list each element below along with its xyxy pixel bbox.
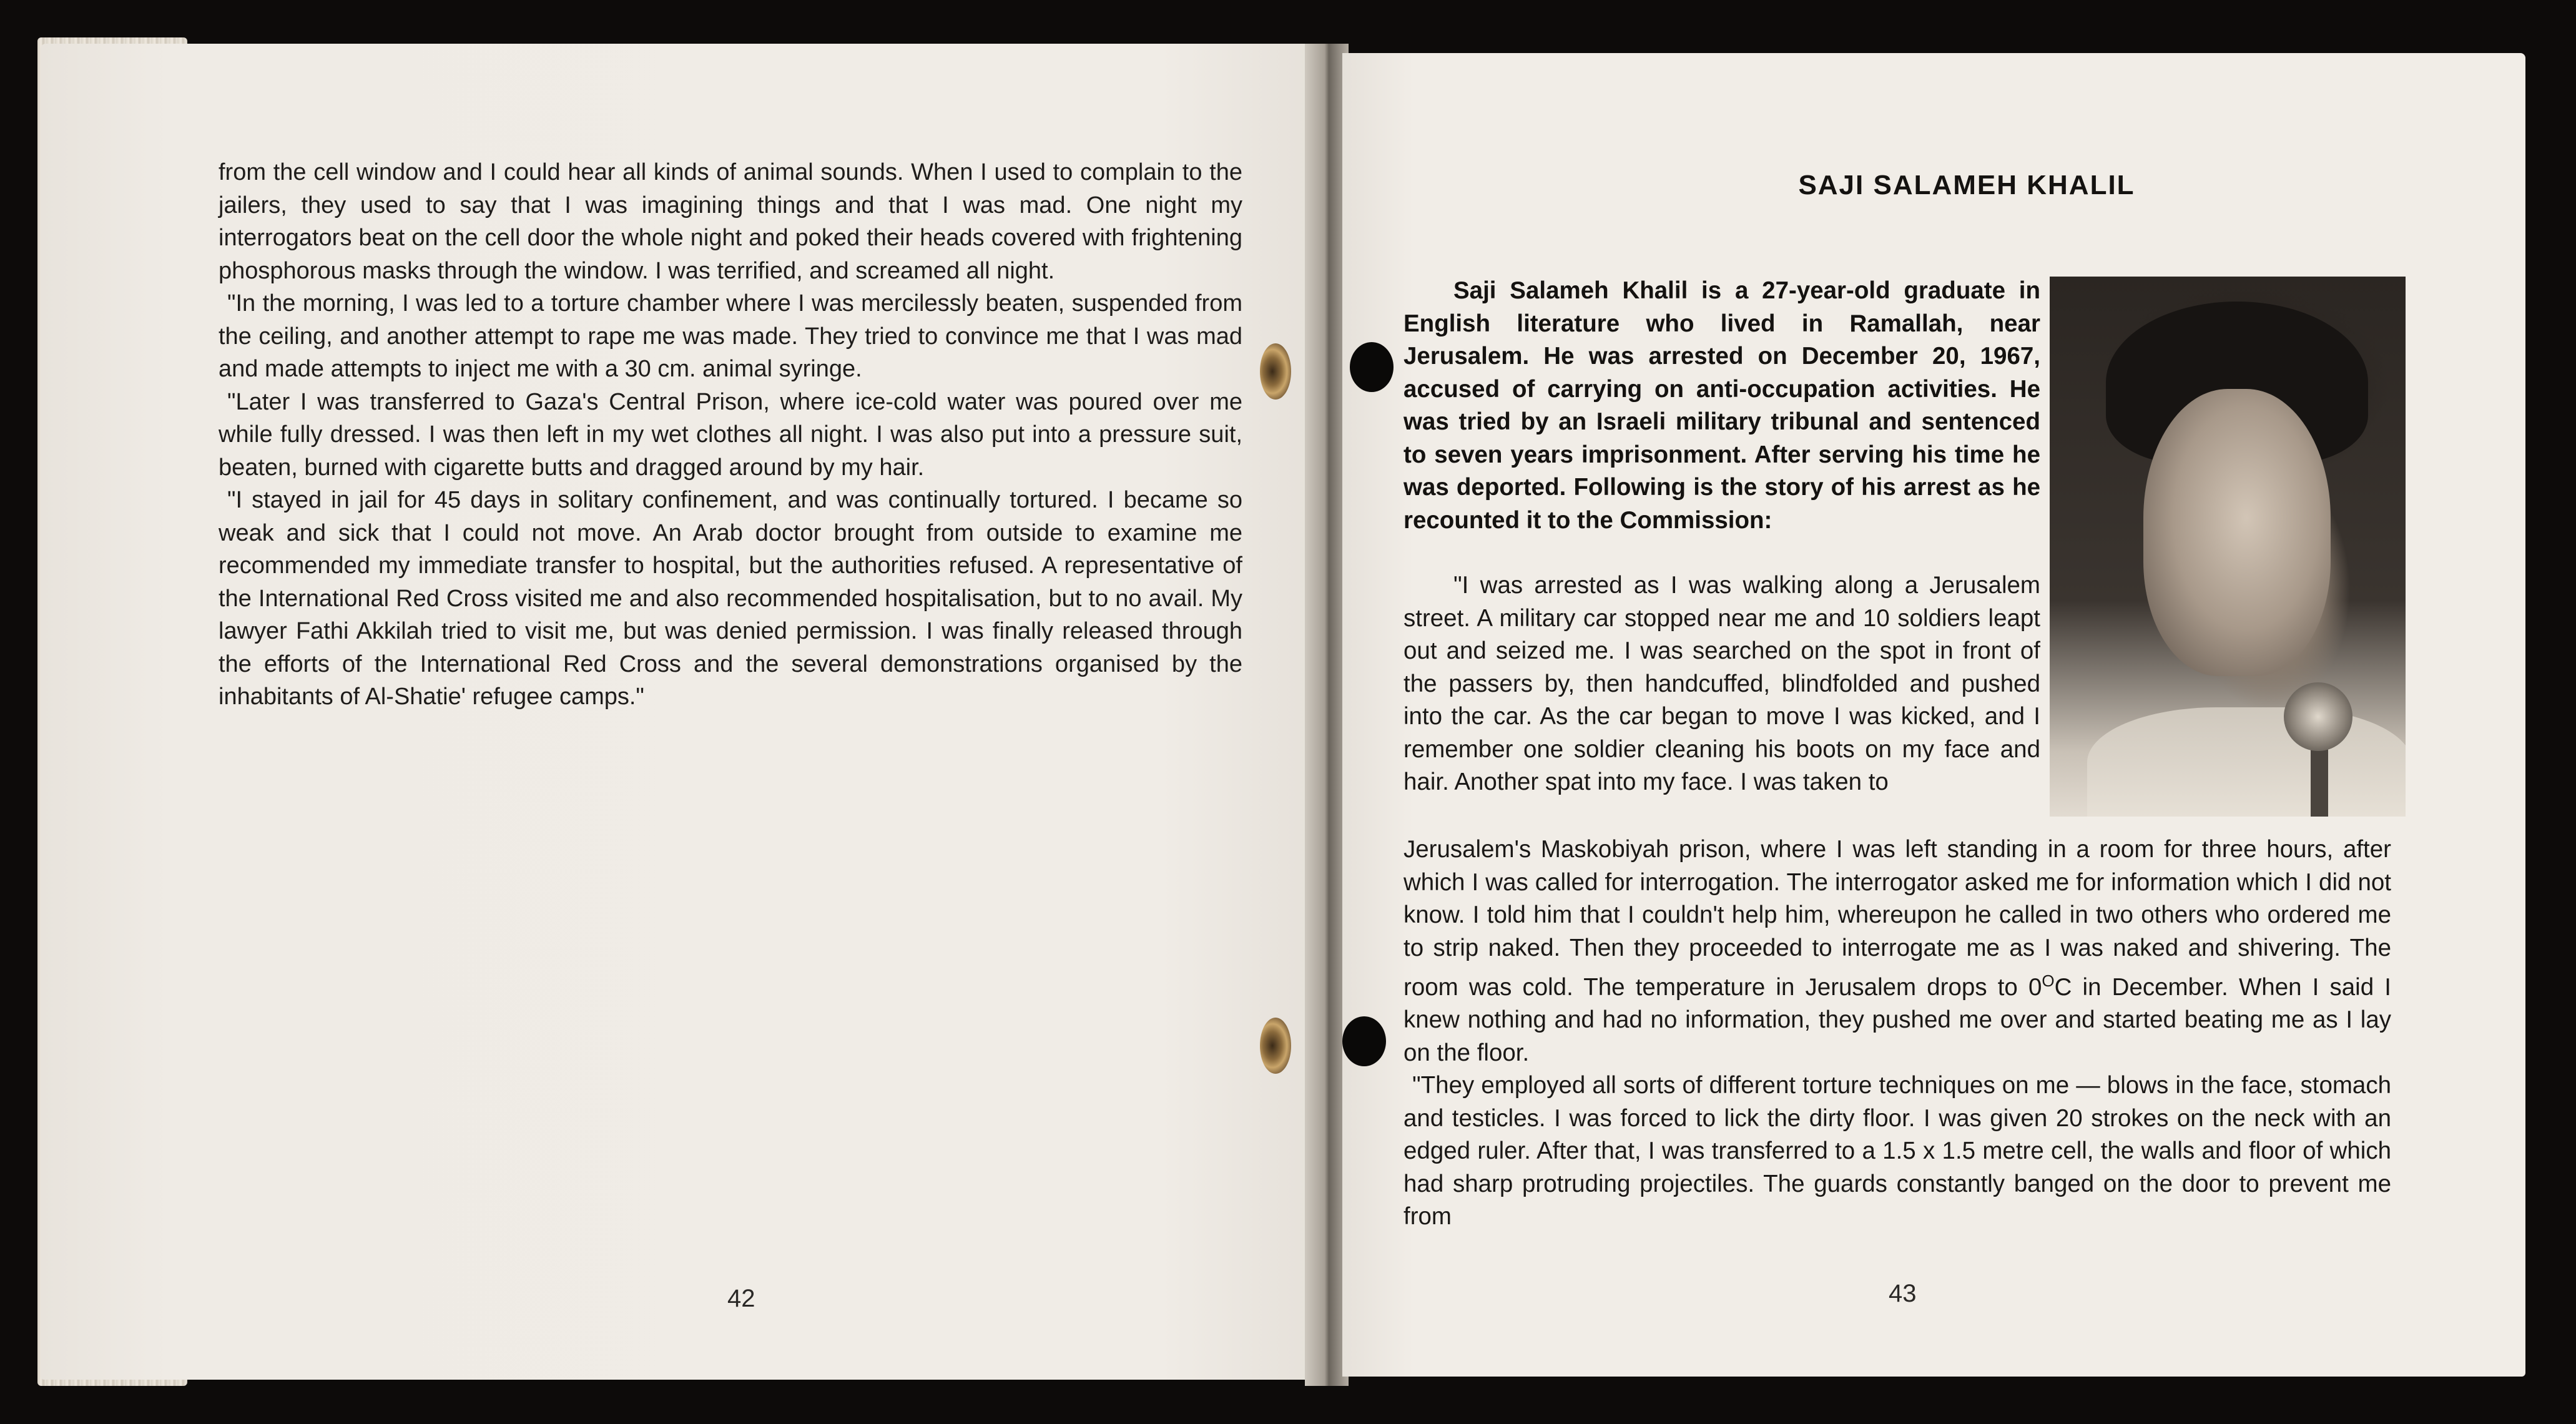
microphone-icon (2284, 682, 2352, 751)
left-page-body (219, 156, 1242, 714)
binding-ring (1260, 1018, 1291, 1074)
intro-paragraph (1404, 275, 2040, 537)
intro-text: Saji Salameh Khalil is a 27-year-old graduate in English literature who lived in Ramallah, near Jerusalem. He was arrested on December 20, 1967, accused of carrying on anti-occupation activities. He was tried by an Israeli military tribunal and sentenced to seven years imprisonment. After serving his time he was deported. Following is the story of his arrest as he recounted it to the Commission: (1404, 277, 2040, 534)
paragraph: "I was arrested as I was walking along a Jerusalem street. A military car stopped near me and 10 soldiers leapt out and seized me. I was searched on the spot in front of the passers by, then handcuffed, blindfolded and pushed into the car. As the car began to move I was kicked, and I remember one soldier cleaning his boots on my face and hair. Another spat into my face. I was taken to (1404, 572, 2040, 795)
text-segment: Jerusalem's Maskobiyah prison, where I was left standing in a room for three hours, after which I was called for interrogation. The interrogator asked me for information which I did not know. I told him that I couldn't help him, whereupon he called in two others who ordered me to strip naked. Then they proceeded to interrogate me as I was naked and shivering. The room was cold. The temperature in Jerusalem drops to 0 (1404, 836, 2391, 1001)
punch-hole (1350, 342, 1394, 392)
wide-paragraphs (1404, 833, 2391, 1234)
page-number-left: 42 (727, 1285, 755, 1312)
text-segment: C in December. When I said I knew nothing and had no information, they pushed me over and started beating me as I lay on the floor. (1404, 973, 2391, 1066)
portrait-photo (2050, 277, 2406, 817)
narrow-paragraph (1404, 569, 2040, 799)
paragraph: "In the morning, I was led to a torture chamber where I was mercilessly beaten, suspended from the ceiling, and another attempt to rape me was made. They tried to convince me that I was mad and made attempts to inject me with a 30 cm. animal syringe. (219, 290, 1242, 382)
degree-superscript: O (2042, 971, 2055, 990)
paragraph: "Later I was transferred to Gaza's Central Prison, where ice-cold water was poured over me while fully dressed. I was then left in my wet clothes all night. I was also put into a pressure suit, beaten, burned with cigarette butts and dragged around by my hair. (219, 388, 1242, 481)
page-number-right: 43 (1889, 1280, 1917, 1307)
paragraph: "They employed all sorts of different torture techniques on me — blows in the face, stomach and testicles. I was forced to lick the dirty floor. I was given 20 strokes on the neck with an edged ruler. After that, I was transferred to a 1.5 x 1.5 metre cell, the walls and floor of which had sharp protruding projectiles. The guards constantly banged on the door to prevent me from (1404, 1072, 2391, 1230)
article-title: SAJI SALAMEH KHALIL (1798, 170, 2135, 200)
photo-shirt (2087, 707, 2406, 817)
photo-face (2143, 389, 2331, 676)
binding-ring (1260, 343, 1291, 400)
paragraph: from the cell window and I could hear all kinds of animal sounds. When I used to complain to the jailers, they used to say that I was imagining things and that I was mad. One night my interrogators beat on the cell door the whole night and poked their heads covered with frightening phosphorous masks through the window. I was terrified, and screamed all night. (219, 159, 1242, 284)
paragraph (1404, 833, 2391, 1069)
paragraph: "I stayed in jail for 45 days in solitary confinement, and was continually tortured. I became so weak and sick that I could not move. An Arab doctor brought from outside to examine me recommended my immediate transfer to hospital, but the authorities refused. A representative of the International Red Cross visited me and also recommended hospitalisation, but to no avail. My lawyer Fathi Akkilah tried to visit me, but was denied permission. I was finally released through the efforts of the International Red Cross and the several demonstrations organised by the inhabitants of Al-Shatie' refugee camps." (219, 487, 1242, 710)
punch-hole (1342, 1016, 1386, 1066)
